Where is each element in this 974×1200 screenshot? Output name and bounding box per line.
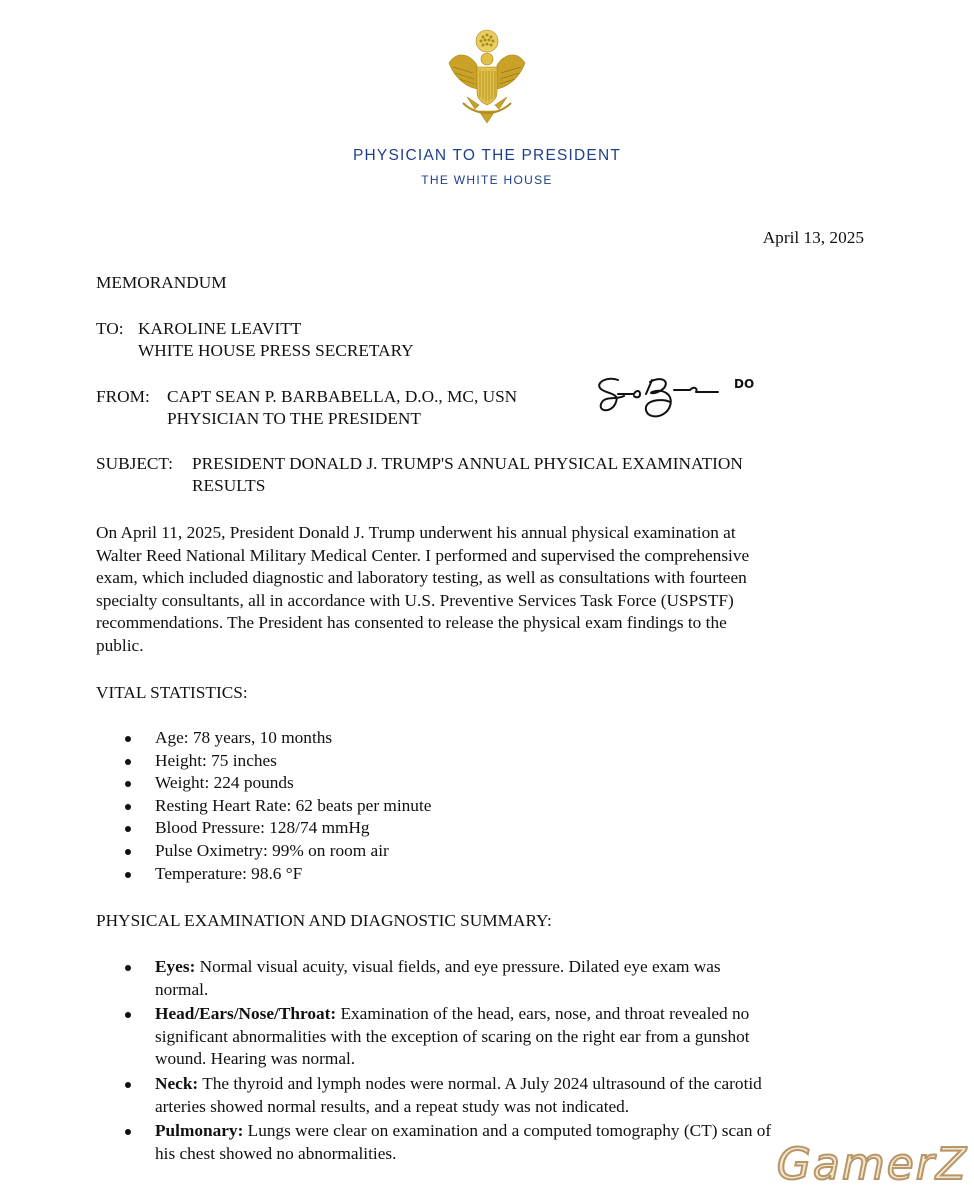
- exam-text: Lungs were clear on examination and a computed tomography (CT) scan of: [243, 1121, 772, 1141]
- exam-text: The thyroid and lymph nodes were normal. A July 2024 ultrasound of the carotid: [198, 1073, 762, 1093]
- exam-item-eyes: [96, 956, 876, 1001]
- to-label: TO:: [96, 319, 124, 338]
- subject-line-1: PRESIDENT DONALD J. TRUMP'S ANNUAL PHYSICAL EXAMINATION: [192, 454, 743, 473]
- exam-item-pulmonary: [96, 1120, 876, 1165]
- vitals-item: Pulse Oximetry: 99% on room air: [96, 840, 431, 863]
- signature-icon: [590, 372, 770, 434]
- exam-term: Pulmonary:: [155, 1121, 244, 1141]
- exam-term: Neck:: [155, 1073, 199, 1093]
- presidential-seal-icon: [441, 27, 533, 125]
- vitals-heading: VITAL STATISTICS:: [96, 683, 248, 702]
- exam-term: Eyes:: [155, 957, 196, 976]
- exam-text: significant abnormalities with the exception of scaring on the right ear from a gunshot: [155, 1026, 750, 1046]
- exam-text: Examination of the head, ears, nose, and throat revealed no: [336, 1004, 750, 1024]
- sender-name: CAPT SEAN P. BARBABELLA, D.O., MC, USN: [167, 387, 518, 406]
- subject-label: SUBJECT:: [96, 454, 173, 473]
- exam-line: [155, 956, 876, 979]
- signature-initials: DO: [734, 377, 755, 391]
- intro-line: public.: [96, 635, 144, 655]
- vitals-item: Blood Pressure: 128/74 mmHg: [96, 817, 431, 840]
- vitals-item: Temperature: 98.6 °F: [96, 863, 431, 886]
- exam-text: wound. Hearing was normal.: [155, 1049, 356, 1069]
- intro-paragraph: [96, 522, 876, 658]
- memo-type: MEMORANDUM: [96, 273, 227, 292]
- intro-line: recommendations. The President has consented to release the physical exam findings to the: [96, 613, 727, 633]
- exam-line: [155, 1003, 876, 1026]
- exam-item-heent: [96, 1003, 876, 1071]
- intro-line: On April 11, 2025, President Donald J. Trump underwent his annual physical examination at: [96, 523, 736, 542]
- exam-term: Head/Ears/Nose/Throat:: [155, 1004, 337, 1024]
- exam-line: [155, 1073, 876, 1096]
- vitals-item: Height: 75 inches: [96, 750, 431, 773]
- sender-title: PHYSICIAN TO THE PRESIDENT: [167, 409, 421, 428]
- vitals-item: Resting Heart Rate: 62 beats per minute: [96, 795, 431, 818]
- from-label: FROM:: [96, 387, 150, 406]
- intro-line: specialty consultants, all in accordance with U.S. Preventive Services Task Force (USPSTF): [96, 590, 734, 610]
- exam-line: [155, 1120, 876, 1143]
- exam-text: his chest showed no abnormalities.: [155, 1143, 397, 1163]
- intro-line: exam, which included diagnostic and laboratory testing, as well as consultations with fourteen: [96, 568, 747, 588]
- vitals-item: Age: 78 years, 10 months: [96, 727, 431, 750]
- subject-line-2: RESULTS: [192, 476, 266, 495]
- exam-text: normal.: [155, 979, 209, 999]
- exam-item-neck: [96, 1073, 876, 1118]
- exam-text: arteries showed normal results, and a repeat study was not indicated.: [155, 1096, 630, 1116]
- exam-heading: PHYSICAL EXAMINATION AND DIAGNOSTIC SUMMARY:: [96, 911, 552, 930]
- watermark-logo: GamerZ: [776, 1139, 968, 1190]
- letterhead-subtitle: THE WHITE HOUSE: [421, 173, 553, 187]
- vitals-list: [96, 727, 431, 885]
- letterhead-title: PHYSICIAN TO THE PRESIDENT: [352, 147, 622, 164]
- exam-list: [96, 956, 876, 1167]
- vitals-item: Weight: 224 pounds: [96, 772, 431, 795]
- exam-text: Normal visual acuity, visual fields, and eye pressure. Dilated eye exam was: [195, 957, 721, 976]
- memo-date: April 13, 2025: [762, 228, 864, 247]
- recipient-title: WHITE HOUSE PRESS SECRETARY: [138, 341, 414, 360]
- recipient-name: KAROLINE LEAVITT: [138, 319, 302, 338]
- intro-line: Walter Reed National Military Medical Center. I performed and supervised the comprehensive: [96, 545, 750, 565]
